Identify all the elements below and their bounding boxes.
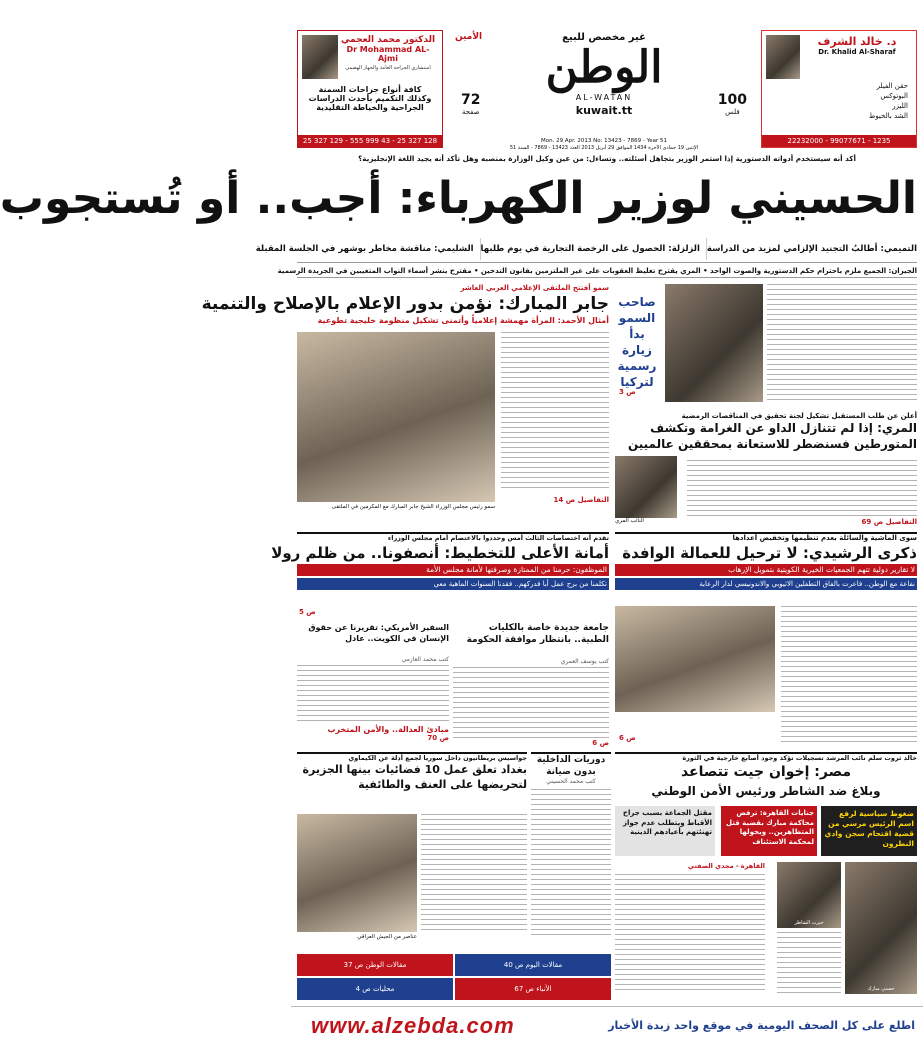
ad-right-title-ar: د. خالد الشرف — [817, 35, 897, 48]
murri-caption: النائب المري — [615, 518, 644, 524]
egypt-headline1: مصر: إخوان جيت تتصاعد — [680, 764, 852, 780]
ad-left-line2: وكذلك التكميم بأحدث الدراسات — [308, 94, 432, 103]
ad-left-line3: الجراحية والخياطة التقليدية — [316, 103, 424, 112]
story-usa — [297, 622, 449, 748]
rashidi-kicker: سوى الماشية والسائلة بعدم تنظيمها وتخفيض أعدادها — [732, 534, 917, 542]
pages-label: صفحة — [461, 108, 480, 116]
ad-right-item: حقن الفيلر — [876, 82, 908, 90]
footer-item[interactable]: الأنباء ص 67 — [455, 978, 611, 1000]
murri-kicker: أعلن عن طلب المستقبل تشكيل لجنة تحقيق في المناقصات الرمضية — [681, 412, 917, 420]
baghdad-photo — [297, 814, 417, 932]
ad-right-item: الشد بالخيوط — [868, 112, 908, 120]
egypt-headline2: وبلاغ ضد الشاطر ورئيس الأمن الوطني — [651, 784, 881, 798]
amir-headline: صاحب السمو بدأ زيارة رسمية لتركيا — [617, 295, 657, 389]
watermark-url[interactable]: www.alzebda.com — [311, 1013, 515, 1038]
amana-strap2: تكلمنا من برج عمل أبا فدركهم.. فقدنا السنوات الماهية معي — [297, 578, 609, 590]
murri-jump[interactable]: التفاصيل ص 69 — [861, 518, 917, 526]
university-headline: جامعة جديدة خاصة بالكليات الطبية.. بانتظار موافقة الحكومة — [466, 623, 609, 645]
mubarak-caption: سمو رئيس مجلس الوزراء الشيخ جابر المبارك مع المكرمين في الملتقى — [331, 504, 495, 510]
dawriyat-byline: كتب محمد الحسيني — [546, 778, 596, 785]
mubarak-headline: جابر المبارك: نؤمن بدور الإعلام بالإصلاح والتنمية — [201, 294, 609, 314]
story-dawriyat — [531, 752, 611, 952]
watermark-bar — [291, 1006, 923, 1047]
story-mubarak — [201, 284, 609, 528]
footer-item[interactable]: محليات ص 4 — [297, 978, 453, 1000]
murri-headline: المري: إذا لم تتنازل الداو عن الغرامة وتكشف المتورطين فسنضطر للاستعانة بمحققين عالميين — [627, 421, 917, 451]
subhead: الزلزلة: الحصول على الرخصة التجارية في يوم طلبها — [480, 238, 700, 260]
main-headline: الحسيني لوزير الكهرباء: أجب.. أو تُستجوب — [0, 173, 917, 224]
doctor-photo-right — [766, 35, 800, 79]
egypt-kicker: خالد ثروت سلم نائب المرشد تسجيلات تؤكد وجود أصابع خارجية في الثورة — [682, 754, 917, 762]
ad-right-phones: 22232000 - 99077671 - 1235 — [762, 135, 916, 147]
ad-left-title-en: Dr Mohammad AL-Ajmi — [346, 45, 430, 63]
mubarak-subhead: أمثال الأحمد: المرأة مهمشة إعلامياً وأتمنى تشكيل منظومة خليجية تطوعية — [317, 316, 609, 325]
rashidi-headline: ذكرى الرشيدي: لا ترحيل للعمالة الوافدة — [622, 544, 917, 562]
footer-item[interactable]: مقالات اليوم ص 40 — [455, 954, 611, 976]
mubarak-jump[interactable]: التفاصيل ص 14 — [553, 496, 609, 504]
ad-right — [761, 30, 917, 148]
footer-item[interactable]: مقالات الوطن ص 37 — [297, 954, 453, 976]
subheads-row1 — [255, 238, 917, 260]
amana-strap1: الموظفون: حرمنا من الممتازة وصرفتها لأمانة مجلس الأمة — [297, 564, 609, 576]
egypt-box3: مقتل الجماعة بسبب جراح الأقباط ويتطلب عدم جواز تهنئتهم بأعيادهم الدينية — [615, 806, 715, 856]
story-amana — [271, 532, 609, 618]
rashidi-strap2: نفاعة مع الوطن.. فاعرت بالفاق التطفلين الاثيوبي والاندونيسي لدار الرعاية — [615, 578, 917, 590]
ad-right-item: البوتوكس — [880, 92, 908, 100]
site-url: kuwait.tt — [575, 104, 633, 117]
ad-left-phones: 25 327 129 - 555 999 43 - 25 327 128 — [298, 135, 442, 147]
baghdad-caption: عناصر من الجيش العراقي — [357, 934, 417, 940]
university-jump[interactable]: ص 6 — [592, 739, 609, 747]
dawriyat-headline: دوريات الداخلية بدون صيانة — [536, 755, 606, 777]
mubarak-photo — [297, 332, 495, 502]
doctor-photo — [302, 35, 338, 79]
rashidi-jump[interactable]: ص 6 — [619, 734, 636, 742]
price-label: فلس — [725, 108, 740, 116]
price: 100 — [717, 92, 747, 108]
story-amir — [615, 284, 917, 408]
university-byline: كتب يوسف العمري — [560, 658, 609, 665]
egypt-byline: القاهرة - مجدي الصفتي — [687, 862, 765, 870]
usa-headline: السفير الأمريكي: تقريرنا عن حقوق الإنسان في الكويت.. عادل — [308, 623, 449, 643]
ad-left-subtitle: استشاري الجراحة العامة والجهاز الهضمي — [345, 65, 431, 71]
footer-strip — [297, 954, 611, 1000]
masthead-tagline: غير مخصص للبيع — [562, 32, 646, 43]
usa-sub: مبادئ العدالة.. والأمن المتخرب — [327, 725, 449, 734]
ad-left-title-ar: الدكتور محمد العجمي — [340, 35, 436, 45]
baghdad-headline: بغداد تعلق عمل 10 فضائيات بينها الجزيرة لتحريضها على العنف والطائفية — [302, 763, 527, 791]
amana-kicker: تقدم أنه اختصاصات الثالث أمس وحددوا بالاعتصام أمام مجلس الوزراء — [387, 534, 609, 542]
story-egypt — [615, 752, 917, 1000]
subheads-row2: الجيران: الجميع ملزم باحترام حكم الدستورية والصوت الواحد • المري يقترح تغليظ العقوبات على غير الملتزمين بقانون التدخين • مقترح بنشر أسماء النواب المتغيبين في الجريدة الرسمية — [297, 262, 917, 278]
watermark-slogan: اطلع على كل الصحف اليومية في موقع واحد زبدة الأخبار — [608, 1019, 915, 1032]
ad-left — [297, 30, 443, 148]
pages-count: 72 — [461, 92, 481, 108]
story-murri — [615, 412, 917, 528]
amir-photo — [665, 284, 763, 402]
logo-main: الوطن — [545, 42, 663, 93]
ad-right-title-en: Dr. Khalid Al-Sharaf — [818, 48, 896, 56]
egypt-photo-mubarak — [845, 862, 917, 994]
mubarak-kicker: سمو أفتتح الملتقى الإعلامي العربي العاشر — [460, 284, 609, 292]
logo-latin: AL-WATAN — [575, 93, 633, 102]
baghdad-kicker: جواسيس بريطانيون داخل سوريا لجمع أدلة عن الكيماوي — [348, 754, 527, 762]
egypt-photo-shater — [777, 862, 841, 928]
egypt-box1: ضغوط سياسية لرفع اسم الرئيس مرسي من قضية اقتحام سجن وادي النطرون — [821, 806, 917, 856]
rashidi-strap1: لا تقارير دولية تتهم الجمعيات الخيرية الكويتية بتمويل الإرهاب — [615, 564, 917, 576]
date-line: Mon. 29 Apr. 2013 No: 13423 - 7869 - Year 51 — [540, 138, 668, 144]
ad-left-line1: كافة أنواع جراحات السمنة — [318, 85, 422, 94]
amana-headline: أمانة الأعلى للتخطيط: أنصفونا.. من ظلم رولا — [271, 544, 609, 562]
subhead: الشليمي: مناقشة مخاطر بوشهر في الجلسة المقبلة — [255, 244, 474, 254]
amir-jump[interactable]: ص 3 — [619, 388, 636, 396]
amana-jump[interactable]: ص 5 — [299, 608, 316, 616]
usa-byline: كتب محمد العازمي — [401, 656, 449, 663]
ad-right-item: الليزر — [892, 102, 908, 110]
edition-tag: الأمين — [455, 32, 483, 42]
story-rashidi — [615, 532, 917, 748]
hijri-line: الإثنين 19 جمادى الآخرة 1434 الموافق 29 أبريل 2013 العدد 13423 - 7869 - السنة 51 — [509, 145, 699, 151]
subhead: التميمي: أطالبُ التجنيد الإلزامي لمزيد من الدراسة — [706, 238, 917, 260]
egypt-caption2: حسني مبارك — [867, 986, 895, 992]
top-strap: أكد أنه سيستخدم أدواته الدستورية إذا استمر الوزير بتجاهل أسئلته.. وتساءل: من عين وكيل الوزارة بمنصبه وهل تأكد أنه يجيد اللغة الإنجليزية؟ — [358, 154, 856, 163]
egypt-caption1: خيرت الشاطر — [794, 920, 824, 926]
story-university — [453, 622, 609, 748]
rashidi-photo — [615, 606, 775, 712]
egypt-box2: جنايات القاهرة: ترفض محاكمة مبارك بقضية قتل المتظاهرين.. ويحولها لمحكمة الاستئناف — [721, 806, 817, 856]
usa-jump[interactable]: ص 70 — [427, 734, 449, 742]
masthead-logo-area — [451, 28, 757, 152]
murri-photo — [615, 456, 677, 518]
